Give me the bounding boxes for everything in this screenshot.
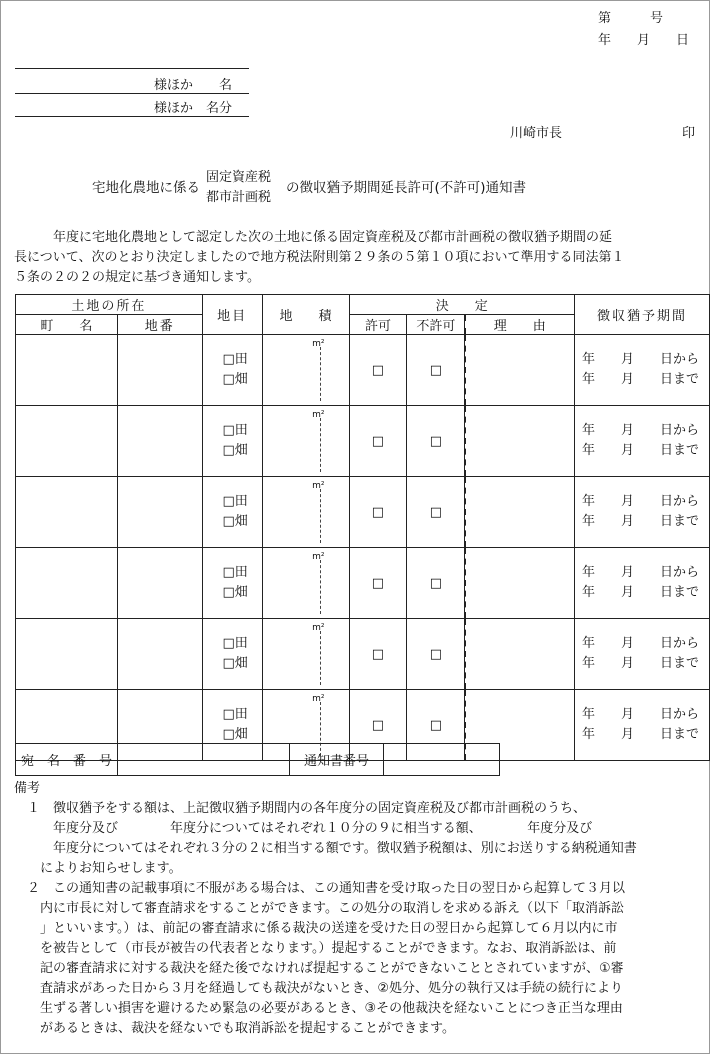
category-cell	[202, 477, 262, 548]
period-cell	[575, 548, 710, 619]
recipient-line-2-underline	[15, 116, 249, 117]
area-cell[interactable]	[262, 477, 349, 548]
upland-checkbox[interactable]: □畑	[222, 585, 248, 600]
note-2-line: 」といいます。）は、前記の審査請求に係る裁決の送達を受けた日の翌日から起算して６月以内に市	[14, 921, 618, 936]
area-cell[interactable]	[262, 548, 349, 619]
deny-checkbox[interactable]: □	[407, 477, 465, 548]
upland-checkbox[interactable]: □畑	[222, 372, 248, 387]
note-2-line: 記の審査請求に対する裁決を経た後でなければ提起することができないこととされていますが、①審	[14, 961, 624, 976]
lot-cell[interactable]	[117, 477, 202, 548]
deny-checkbox[interactable]: □	[407, 548, 465, 619]
title-suffix: の徴収猶予期間延長許可(不許可)通知書	[286, 180, 527, 196]
period-cell	[575, 690, 710, 761]
period-from: 年 月 日から	[581, 636, 699, 651]
title-tax-city-planning: 都市計画税	[206, 190, 272, 205]
permit-checkbox[interactable]: □	[349, 335, 407, 406]
permit-checkbox[interactable]: □	[349, 619, 407, 690]
period-from: 年 月 日から	[581, 494, 699, 509]
reason-cell[interactable]	[465, 335, 575, 406]
table-row	[16, 477, 710, 548]
area-decimal-divider	[320, 631, 321, 685]
reason-cell[interactable]	[465, 406, 575, 477]
deny-checkbox[interactable]: □	[407, 690, 465, 761]
area-decimal-divider	[320, 489, 321, 543]
lot-cell[interactable]	[117, 406, 202, 477]
category-cell	[202, 335, 262, 406]
town-cell[interactable]	[16, 335, 118, 406]
town-cell[interactable]	[16, 619, 118, 690]
note-1-line: 年度分及び 年度分についてはそれぞれ１０分の９に相当する額、 年度分及び	[14, 821, 593, 836]
permit-checkbox[interactable]: □	[349, 406, 407, 477]
period-cell	[575, 406, 710, 477]
notice-number-label: 通知書番号	[290, 744, 384, 776]
note-2-line: 生ずる著しい損害を避けるため緊急の必要があるとき、③その他裁決を経ないことにつき正当な理由	[14, 1001, 623, 1016]
body-line: 年度に宅地化農地として認定した次の土地に係る固定資産税及び都市計画税の徴収猶予期間の延	[14, 230, 613, 245]
table-row	[16, 406, 710, 477]
area-decimal-divider	[320, 347, 321, 401]
lot-cell[interactable]	[117, 335, 202, 406]
area-decimal-divider	[320, 418, 321, 472]
deny-checkbox[interactable]: □	[407, 335, 465, 406]
title-tax-fixed-asset: 固定資産税	[206, 170, 272, 185]
recipient-line-2: 様ほか 名分	[154, 101, 233, 116]
note-1-line: 年度分についてはそれぞれ３分の２に相当する額です。徴収猶予税額は、別にお送りする納税通知書	[14, 841, 637, 856]
recipient-line-1-underline	[15, 93, 249, 94]
title-prefix: 宅地化農地に係る	[92, 180, 200, 196]
area-cell[interactable]	[262, 406, 349, 477]
notes-section	[14, 779, 704, 1039]
location-header: 土地の所在	[16, 295, 203, 315]
period-from: 年 月 日から	[581, 565, 699, 580]
upland-checkbox[interactable]: □畑	[222, 656, 248, 671]
paddy-checkbox[interactable]: □田	[222, 352, 248, 367]
permit-checkbox[interactable]: □	[349, 548, 407, 619]
reason-cell[interactable]	[465, 477, 575, 548]
date-label: 年 月 日	[598, 33, 690, 48]
category-cell	[202, 619, 262, 690]
paddy-checkbox[interactable]: □田	[222, 494, 248, 509]
period-to: 年 月 日まで	[581, 514, 699, 529]
table-row	[16, 619, 710, 690]
period-to: 年 月 日まで	[581, 727, 699, 742]
deny-checkbox[interactable]: □	[407, 406, 465, 477]
area-unit: m²	[312, 552, 325, 562]
period-cell	[575, 619, 710, 690]
period-cell	[575, 477, 710, 548]
notes-heading: 備考	[14, 781, 41, 796]
upland-checkbox[interactable]: □畑	[222, 727, 248, 742]
period-cell	[575, 335, 710, 406]
period-to: 年 月 日まで	[581, 372, 699, 387]
reason-cell[interactable]	[465, 548, 575, 619]
paddy-checkbox[interactable]: □田	[222, 423, 248, 438]
period-to: 年 月 日まで	[581, 443, 699, 458]
period-from: 年 月 日から	[581, 352, 699, 367]
category-header: 地目	[202, 295, 262, 335]
area-unit: m²	[312, 694, 325, 704]
town-cell[interactable]	[16, 548, 118, 619]
lot-cell[interactable]	[117, 548, 202, 619]
area-decimal-divider	[320, 560, 321, 614]
permit-header: 許可	[349, 315, 407, 335]
paddy-checkbox[interactable]: □田	[222, 636, 248, 651]
paddy-checkbox[interactable]: □田	[222, 707, 248, 722]
deny-header: 不許可	[407, 315, 465, 335]
body-paragraph	[14, 228, 696, 288]
paddy-checkbox[interactable]: □田	[222, 565, 248, 580]
town-cell[interactable]	[16, 477, 118, 548]
body-line: 長について、次のとおり決定しましたので地方税法附則第２９条の５第１０項において準用する同法第１	[14, 250, 625, 265]
notice-number-field[interactable]	[384, 744, 500, 776]
recipient-line-1-rule	[15, 68, 249, 69]
area-header: 地 積	[262, 295, 349, 335]
id-number-table	[15, 743, 500, 776]
body-line: ５条の２の２の規定に基づき通知します。	[14, 270, 260, 285]
area-cell[interactable]	[262, 619, 349, 690]
category-cell	[202, 548, 262, 619]
period-from: 年 月 日から	[581, 707, 699, 722]
note-2-line: があるときは、裁決を経ないでも取消訴訟を提起することができます。	[14, 1021, 455, 1036]
town-cell[interactable]	[16, 406, 118, 477]
period-header: 徴収猶予期間	[575, 295, 710, 335]
area-unit: m²	[312, 481, 325, 491]
lot-header: 地番	[117, 315, 202, 335]
recipient-line-1: 様ほか 名	[154, 78, 233, 93]
note-1-line: によりお知らせします。	[14, 861, 182, 876]
note-2-line: を被告として（市長が被告の代表者となります。）提起することができます。なお、取消訴訟は、前	[14, 941, 617, 956]
address-number-field[interactable]	[118, 744, 290, 776]
note-2-line: 査請求があった日から３月を経過しても裁決がないとき、②処分、処分の執行又は手続の続行により	[14, 981, 624, 996]
area-cell[interactable]	[262, 335, 349, 406]
upland-checkbox[interactable]: □畑	[222, 443, 248, 458]
note-2-line: ２ この通知書の記載事項に不服がある場合は、この通知書を受け取った日の翌日から起算して３月以	[14, 881, 626, 896]
land-table	[15, 294, 710, 761]
permit-checkbox[interactable]: □	[349, 690, 407, 761]
seal-mark: 印	[682, 126, 696, 141]
upland-checkbox[interactable]: □畑	[222, 514, 248, 529]
category-cell	[202, 406, 262, 477]
table-row	[16, 335, 710, 406]
period-to: 年 月 日まで	[581, 585, 699, 600]
area-unit: m²	[312, 623, 325, 633]
period-from: 年 月 日から	[581, 423, 699, 438]
reason-header: 理 由	[465, 315, 575, 335]
sender-name: 川崎市長	[510, 126, 563, 141]
area-unit: m²	[312, 339, 325, 349]
deny-checkbox[interactable]: □	[407, 619, 465, 690]
note-2-line: 内に市長に対して審査請求をすることができます。この処分の取消しを求める訴え（以下「取消訴訟	[14, 901, 624, 916]
reason-cell[interactable]	[465, 619, 575, 690]
permit-checkbox[interactable]: □	[349, 477, 407, 548]
period-to: 年 月 日まで	[581, 656, 699, 671]
town-header: 町 名	[16, 315, 118, 335]
area-unit: m²	[312, 410, 325, 420]
document-number-label: 第 号	[598, 11, 664, 26]
note-1-line: １ 徴収猶予をする額は、上記徴収猶予期間内の各年度分の固定資産税及び都市計画税のうち、	[14, 801, 587, 816]
lot-cell[interactable]	[117, 619, 202, 690]
decision-header: 決 定	[349, 295, 575, 315]
table-row	[16, 548, 710, 619]
address-number-label: 宛 名 番 号	[16, 744, 118, 776]
